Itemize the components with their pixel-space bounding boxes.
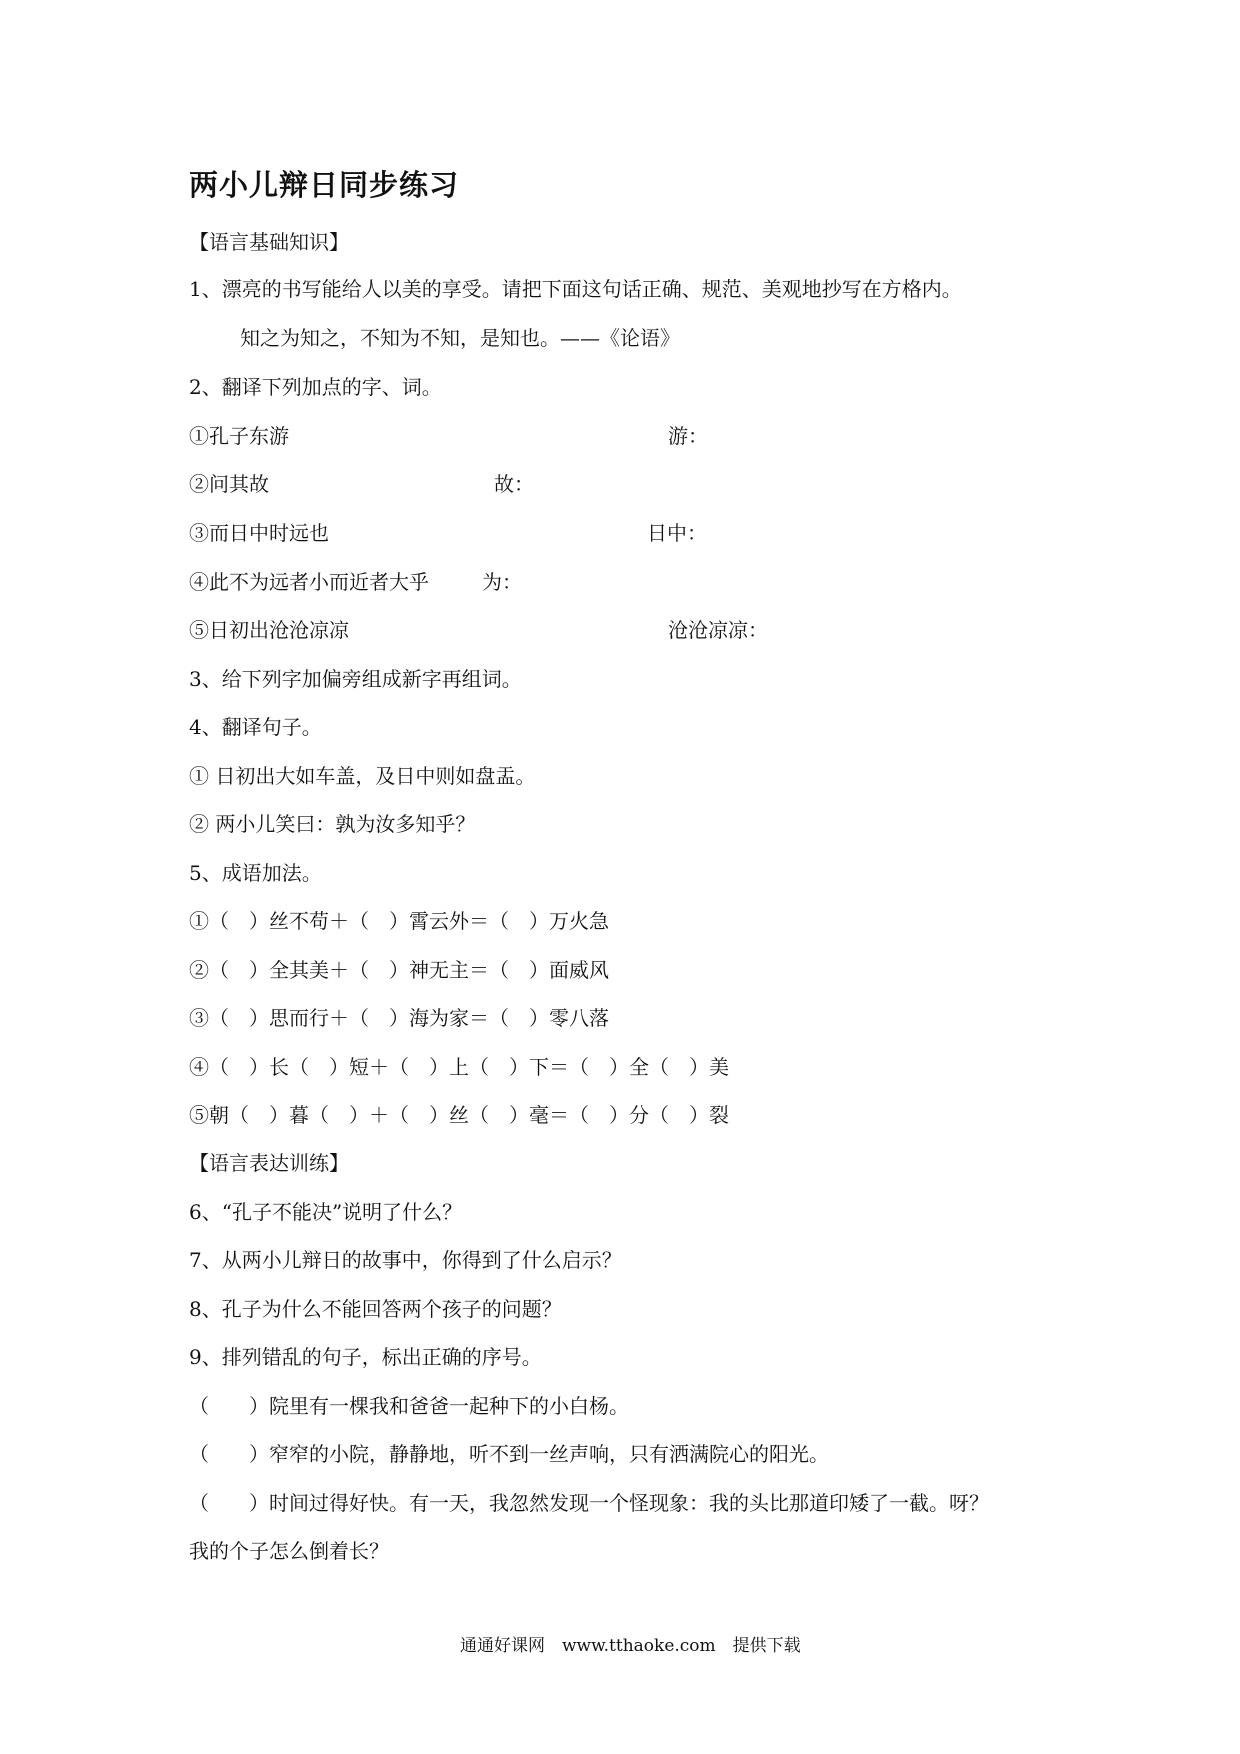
q2-item-2-answer-label: 故： — [494, 472, 534, 496]
q4-item-2: ② 两小儿笑曰：孰为汝多知乎？ — [189, 812, 476, 836]
q2-item-1: ①孔子东游 — [189, 424, 289, 448]
q2-item-5-answer-label: 沧沧凉凉： — [668, 618, 768, 642]
question-5: 5、成语加法。 — [189, 861, 322, 885]
question-1: 1、漂亮的书写能给人以美的享受。请把下面这句话正确、规范、美观地抄写在方格内。 — [189, 277, 962, 301]
q9-item-1: （ ）院里有一棵我和爸爸一起种下的小白杨。 — [189, 1394, 629, 1418]
question-9: 9、排列错乱的句子，标出正确的序号。 — [189, 1345, 542, 1369]
q5-item-4: ④（ ）长（ ）短＋（ ）上（ ）下＝（ ）全（ ）美 — [189, 1055, 729, 1079]
q2-item-2: ②问其故 — [189, 472, 269, 496]
q2-item-3: ③而日中时远也 — [189, 521, 329, 545]
page-footer: 通通好课网 www.tthaoke.com 提供下载 — [460, 1636, 801, 1656]
question-1-quote: 知之为知之，不知为不知，是知也。——《论语》 — [240, 326, 680, 350]
question-2: 2、翻译下列加点的字、词。 — [189, 375, 442, 399]
q2-item-4-answer-label: 为： — [482, 570, 522, 594]
section-heading-expression: 【语言表达训练】 — [189, 1151, 349, 1175]
question-3: 3、给下列字加偏旁组成新字再组词。 — [189, 667, 522, 691]
q5-item-1: ①（ ）丝不苟＋（ ）霄云外＝（ ）万火急 — [189, 909, 609, 933]
section-heading-basics: 【语言基础知识】 — [189, 230, 349, 254]
question-7: 7、从两小儿辩日的故事中，你得到了什么启示？ — [189, 1248, 622, 1272]
q2-item-3-answer-label: 日中： — [647, 521, 707, 545]
q9-item-2: （ ）窄窄的小院，静静地，听不到一丝声响，只有洒满院心的阳光。 — [189, 1442, 829, 1466]
q5-item-2: ②（ ）全其美＋（ ）神无主＝（ ）面威风 — [189, 958, 609, 982]
page-title: 两小儿辩日同步练习 — [189, 168, 460, 202]
q9-item-3: （ ）时间过得好快。有一天，我忽然发现一个怪现象：我的头比那道印矮了一截。呀？ — [189, 1491, 989, 1515]
question-6: 6、“孔子不能决”说明了什么？ — [189, 1200, 463, 1224]
q5-item-5: ⑤朝（ ）暮（ ）＋（ ）丝（ ）毫＝（ ）分（ ）裂 — [189, 1103, 729, 1127]
question-8: 8、孔子为什么不能回答两个孩子的问题？ — [189, 1297, 562, 1321]
q4-item-1: ① 日初出大如车盖，及日中则如盘盂。 — [189, 764, 536, 788]
q2-item-4: ④此不为远者小而近者大乎 — [189, 570, 429, 594]
q5-item-3: ③（ ）思而行＋（ ）海为家＝（ ）零八落 — [189, 1006, 609, 1030]
q2-item-1-answer-label: 游： — [668, 424, 708, 448]
question-4: 4、翻译句子。 — [189, 715, 322, 739]
q9-item-3-continuation: 我的个子怎么倒着长？ — [189, 1539, 389, 1563]
q2-item-5: ⑤日初出沧沧凉凉 — [189, 618, 349, 642]
